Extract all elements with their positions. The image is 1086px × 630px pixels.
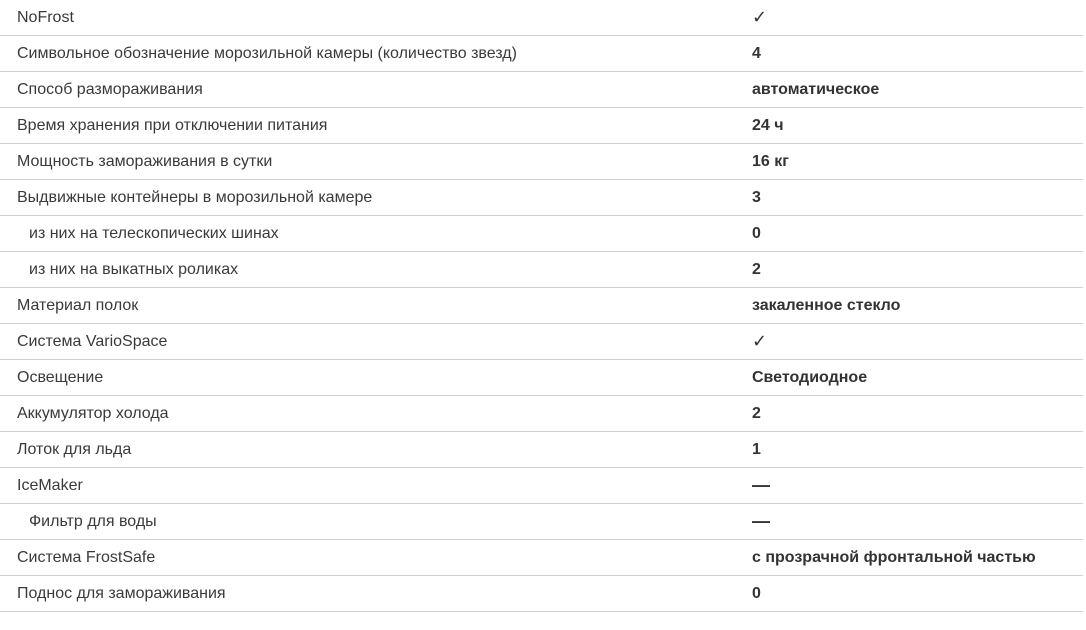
spec-name: IceMaker — [17, 477, 83, 494]
spec-value: 16 кг — [752, 153, 789, 170]
spec-name: Система VarioSpace — [17, 333, 168, 350]
spec-row-lighting — [0, 360, 1083, 396]
spec-name: Освещение — [17, 369, 104, 386]
spec-row-rollers — [0, 252, 1083, 288]
spec-row-ice-tray — [0, 432, 1083, 468]
spec-value: 3 — [752, 189, 761, 206]
spec-name: из них на выкатных роликах — [29, 261, 239, 278]
spec-value: закаленное стекло — [752, 297, 901, 314]
dash-icon: — — [752, 511, 770, 531]
spec-name: Поднос для замораживания — [17, 585, 226, 602]
spec-value: Светодиодное — [752, 369, 868, 386]
spec-value: 0 — [752, 225, 761, 242]
spec-value: с прозрачной фронтальной частью — [752, 549, 1036, 566]
spec-name: Аккумулятор холода — [17, 405, 169, 422]
spec-name: NoFrost — [17, 9, 74, 26]
spec-name: Время хранения при отключении питания — [17, 117, 328, 134]
checkmark-icon: ✓ — [752, 331, 768, 351]
spec-row-icemaker — [0, 468, 1083, 504]
spec-row-star-rating — [0, 36, 1083, 72]
spec-value: 4 — [752, 45, 761, 62]
spec-row-nofrost — [0, 0, 1083, 36]
dash-icon: — — [752, 475, 770, 495]
spec-row-water-filter — [0, 504, 1083, 540]
spec-name: Лоток для льда — [17, 441, 132, 458]
spec-name: Способ размораживания — [17, 81, 203, 98]
spec-value: автоматическое — [752, 81, 880, 98]
spec-name: Мощность замораживания в сутки — [17, 153, 273, 170]
spec-row-storage-time — [0, 108, 1083, 144]
spec-row-telescopic-rails — [0, 216, 1083, 252]
spec-name: Фильтр для воды — [29, 513, 157, 530]
spec-value: 0 — [752, 585, 761, 602]
spec-row-drawers — [0, 180, 1083, 216]
spec-name: Символьное обозначение морозильной камеры (количество звезд) — [17, 45, 517, 62]
spec-name: Материал полок — [17, 297, 139, 314]
spec-row-variospace — [0, 324, 1083, 360]
spec-value: 2 — [752, 261, 761, 278]
spec-row-shelf-material — [0, 288, 1083, 324]
spec-row-defrost-method — [0, 72, 1083, 108]
spec-name: из них на телескопических шинах — [29, 225, 279, 242]
spec-row-freezing-tray — [0, 576, 1083, 612]
spec-value: 24 ч — [752, 117, 784, 134]
spec-name: Система FrostSafe — [17, 549, 156, 566]
spec-row-cold-accumulator — [0, 396, 1083, 432]
spec-row-frostsafe — [0, 540, 1083, 576]
spec-row-freezing-capacity — [0, 144, 1083, 180]
spec-name: Выдвижные контейнеры в морозильной камере — [17, 189, 373, 206]
spec-value: 2 — [752, 405, 761, 422]
spec-value: 1 — [752, 441, 761, 458]
checkmark-icon: ✓ — [752, 7, 768, 27]
